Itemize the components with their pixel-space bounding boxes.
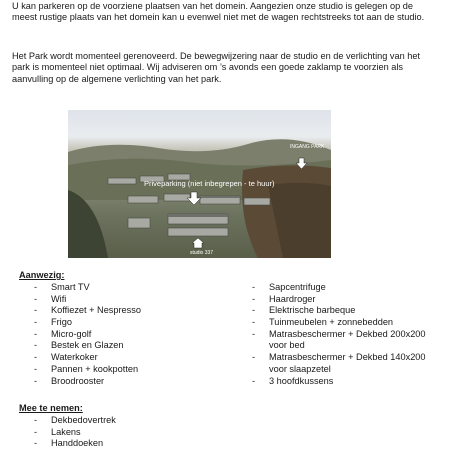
intro-paragraph-renovation: Het Park wordt momenteel gerenoveerd. De bewegwijzering naar de studio en de verlichting van het park is momenteel niet optimaal. Wij adviseren om ’s avonds een goede zaklamp te voorzien als aanvulling op de algemene verlichting van het park. (12, 51, 421, 84)
heading-mee-te-nemen: Mee te nemen: (19, 403, 83, 413)
photo-label-studio: studio 337 (190, 250, 214, 256)
photo-label-parking: Priveparking (niet inbegrepen - te huur) (144, 179, 275, 188)
heading-aanwezig: Aanwezig: (19, 270, 65, 280)
intro-paragraph-parking: U kan parkeren op de voorziene plaatsen van het domein. Aangezien onze studio is gelegen op de meest rustige plaats van het domein kan u evenwel niet met de wagen rechtstreeks tot aan de studio. (12, 1, 425, 23)
document-page: U kan parkeren op de voorziene plaatsen van het domein. Aangezien onze studio is gelegen op de meest rustige plaats van het domein kan u evenwel niet met de wagen rechtstreeks tot aan de studio. Het Park wordt momenteel gerenoveerd. De bewegwijzering naar de studio en de verlichting van het park is momenteel niet optimaal. Wij adviseren om ’s avonds een goede zaklamp te voorzien als aanvulling op de algemene verlichting van het park. INGANG PARK Priveparking (niet inbegrepen - te huur) studio 337 Aanwezig: - Smart TV - Wifi - Koffiezet + Nespresso - Frigo - Micro-golf - Bestek en Glazen - Waterkoker - Pannen + kookpotten - Broodrooster - Sapcentrifuge - Haardroger - Elektrische barbeque - Tuinmeubelen + zonnebedden - Matrasbeschermer + Dekbed 200x200 voor bed - Matrasbeschermer + Dekbed 140x200 voor slaapzetel - 3 hoofdkussens Mee te nemen: - Dekbedovertrek - Lakens - Handdoeken (0, 0, 450, 450)
aerial-photo-domain (68, 110, 331, 258)
photo-label-entrance: INGANG PARK (290, 144, 325, 150)
